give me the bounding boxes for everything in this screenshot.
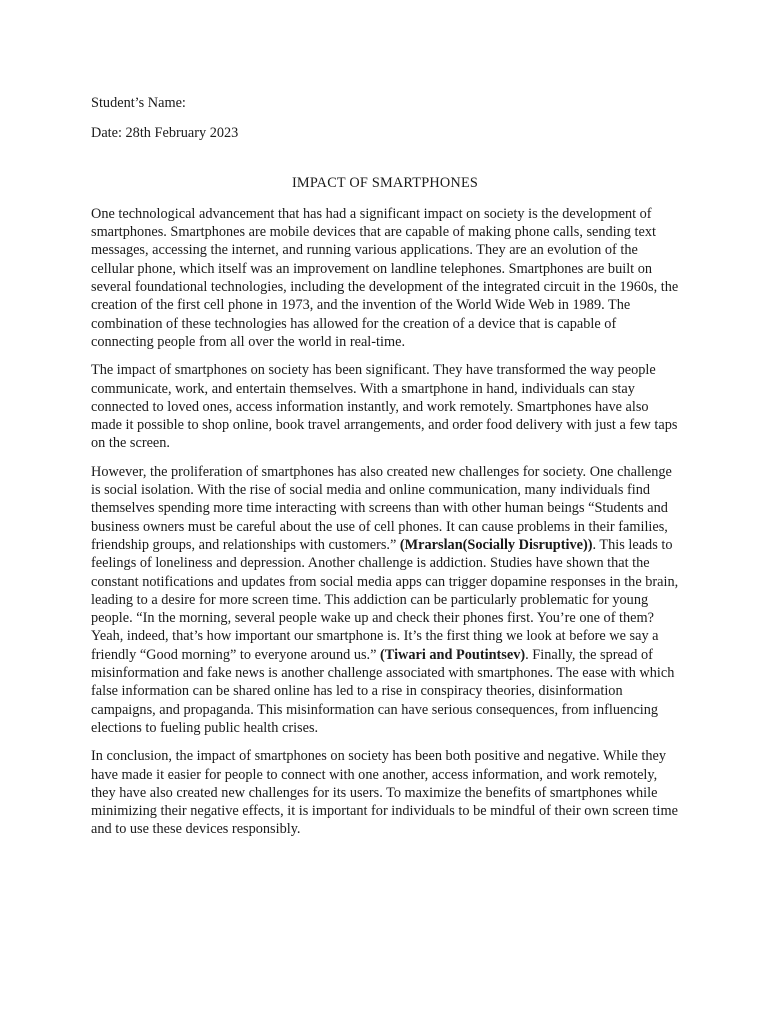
- paragraph-challenges-text-1: However, the proliferation of smartphones has also created new challenges for society. One challenge is social isolation. With the rise of social media and online communication, many individuals find themselves spending more time interacting with screens than with other human beings “Students and business owners must be careful about the use of cell phones. It can cause problems in their families, friendship groups, and relationships with customers.”: [91, 463, 672, 553]
- citation-tiwari-poutintsev: (Tiwari and Poutintsev): [380, 646, 526, 663]
- citation-mrarslan: (Mrarslan(Socially Disruptive)): [399, 536, 593, 553]
- paragraph-challenges-text-2: . This leads to feelings of loneliness and depression. Another challenge is addiction. Studies have shown that the constant notifications and updates from social media apps can trigger dopamine responses in the brain, leading to a desire for more screen time. This addiction can be particularly problematic for young people. “In the morning, several people wake up and check their phones first. You’re one of them? Yeah, indeed, that’s how important our smartphone is. It’s the first thing we look at before we say a friendly “Good morning” to everyone around us.”: [91, 536, 679, 663]
- paragraph-conclusion: In conclusion, the impact of smartphones on society has been both positive and negative. While they have made it easier for people to connect with one another, access information, and work remotely, they have also created new challenges for its users. To maximize the benefits of smartphones while minimizing their negative effects, it is important for individuals to be mindful of their own screen time and to use these devices responsibly.: [91, 748, 678, 838]
- paragraph-intro: One technological advancement that has had a significant impact on society is the development of smartphones. Smartphones are mobile devices that are capable of making phone calls, sending text messages, accessing the internet, and running various applications. They are an evolution of the cellular phone, which itself was an improvement on landline telephones. Smartphones are built on several foundational technologies, including the development of the integrated circuit in the 1960s, the creation of the first cell phone in 1973, and the invention of the World Wide Web in 1989. The combination of these technologies has allowed for the creation of a device that is capable of connecting people from all over the world in real-time.: [91, 205, 679, 350]
- essay-title: IMPACT OF SMARTPHONES: [291, 174, 479, 191]
- date-line: Date: 28th February 2023: [91, 125, 239, 142]
- paragraph-challenges: [91, 463, 679, 737]
- document-body: [91, 94, 679, 849]
- student-name-label: Student’s Name:: [91, 95, 186, 111]
- paragraph-impact: The impact of smartphones on society has been significant. They have transformed the way people communicate, work, and entertain themselves. With a smartphone in hand, individuals can stay connected to loved ones, access information instantly, and work remotely. Smartphones have also made it possible to shop online, book travel arrangements, and order food delivery with just a few taps on the screen.: [91, 362, 678, 452]
- paragraph-challenges-text-3: . Finally, the spread of misinformation and fake news is another challenge associated with smartphones. The ease with which false information can be shared online has led to a rise in conspiracy theories, disinformation campaigns, and propaganda. This misinformation can have serious consequences, from influencing elections to fueling public health crises.: [91, 646, 675, 736]
